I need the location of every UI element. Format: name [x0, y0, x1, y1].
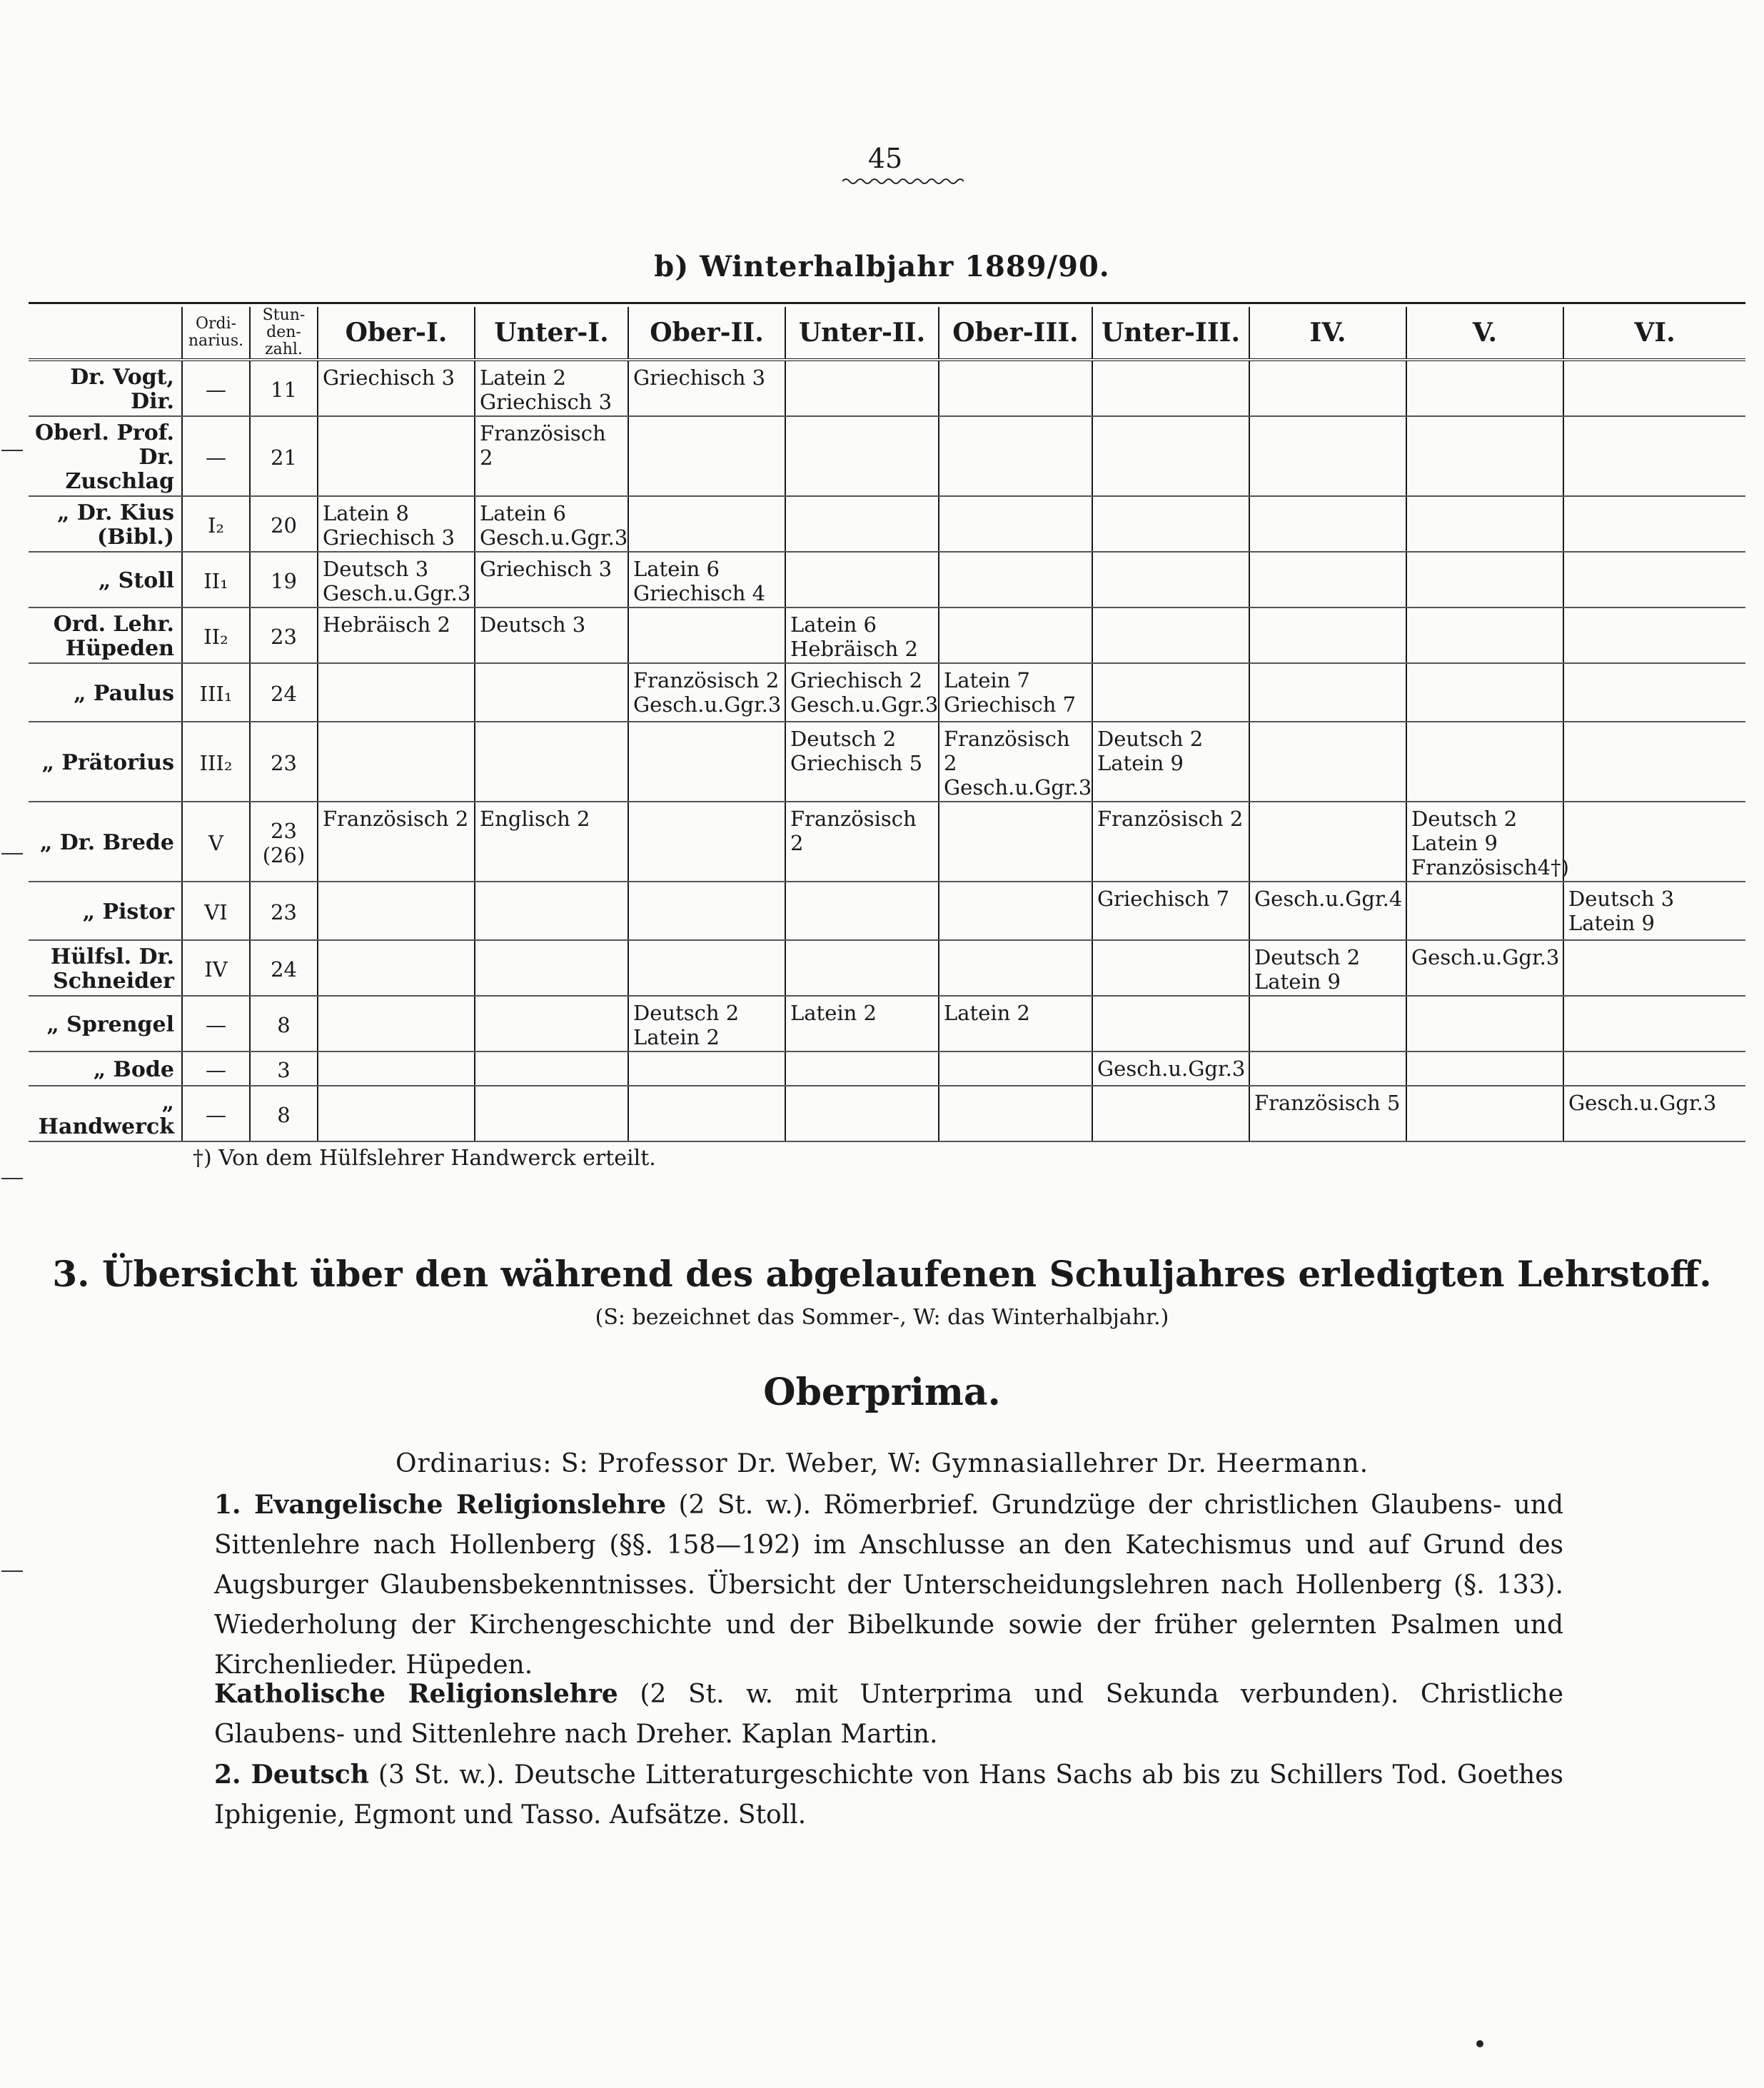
table-cell: [1092, 607, 1249, 663]
table-cell: 23: [250, 722, 318, 802]
header-cell: Unter-II.: [785, 307, 939, 360]
section-title: 3. Übersicht über den während des abgelaufenen Schuljahres erledigten Lehrstoff.: [52, 1253, 1712, 1295]
paragraph-german-heading: 2. Deutsch: [214, 1760, 369, 1790]
table-cell: [1092, 496, 1249, 552]
table-cell: Gesch.u.Ggr.4: [1249, 882, 1406, 940]
table-cell: Deutsch 2 Latein 9: [1092, 722, 1249, 802]
table-cell: [1406, 722, 1563, 802]
table-cell: 21: [250, 416, 318, 496]
header-cell: V.: [1406, 307, 1563, 360]
table-cell: [1406, 1086, 1563, 1141]
table-cell: [1406, 496, 1563, 552]
table-cell: [1092, 940, 1249, 996]
table-cell: [1406, 360, 1563, 416]
table-cell: [318, 1086, 475, 1141]
table-cell: [1249, 663, 1406, 722]
table-cell: III₁: [182, 663, 250, 722]
header-cell: IV.: [1249, 307, 1406, 360]
table-cell: [1563, 940, 1745, 996]
table-cell: [628, 940, 785, 996]
table-cell: [1092, 360, 1249, 416]
table-cell: [1249, 607, 1406, 663]
decorative-wave-rule: [842, 177, 964, 186]
table-cell: [939, 416, 1092, 496]
table-cell: [1249, 1051, 1406, 1086]
table-cell: [1249, 496, 1406, 552]
table-cell: [318, 663, 475, 722]
table-cell: [1092, 996, 1249, 1051]
table-cell: 23: [250, 882, 318, 940]
table-cell: —: [182, 1051, 250, 1086]
table-cell: [1563, 1051, 1745, 1086]
table-cell: [1092, 663, 1249, 722]
table-cell: Gesch.u.Ggr.3: [1406, 940, 1563, 996]
table-cell: [1406, 607, 1563, 663]
table-cell: Latein 2: [785, 996, 939, 1051]
table-cell: Griechisch 3: [475, 552, 628, 607]
table-cell: —: [182, 996, 250, 1051]
table-cell: [1249, 802, 1406, 882]
table-row: [29, 1086, 1745, 1141]
table-cell: [1563, 360, 1745, 416]
speck-dot: [1476, 2040, 1483, 2047]
header-cell: Unter-III.: [1092, 307, 1249, 360]
table-cell: Hülfsl. Dr. Schneider: [29, 940, 182, 996]
table-cell: [628, 882, 785, 940]
table-cell: [1406, 882, 1563, 940]
paragraph-catholic: [214, 1674, 1563, 1755]
table-cell: [318, 882, 475, 940]
table-cell: Latein 6 Hebräisch 2: [785, 607, 939, 663]
table-cell: Deutsch 3: [475, 607, 628, 663]
table-cell: „ Paulus: [29, 663, 182, 722]
table-cell: [785, 360, 939, 416]
table-cell: [628, 416, 785, 496]
table-cell: [785, 882, 939, 940]
paragraph-evangelical-text: (2 St. w.). Römerbrief. Grundzüge der christlichen Glaubens- und Sittenlehre nach Hollenberg (§§. 158—192) im Anschlusse an den Katechismus und auf Grund des Augsburger Glaubensbekenntnisses. Übersicht der Unterscheidungslehren nach Hollenberg (§. 133). Wiederholung der Kirchengeschichte und der Bibelkunde sowie der früher gelernten Psalmen und Kirchenlieder. Hüpeden.: [214, 1491, 1563, 1680]
table-cell: [628, 1086, 785, 1141]
table-cell: Latein 8 Griechisch 3: [318, 496, 475, 552]
table-cell: Oberl. Prof. Dr. Zuschlag: [29, 416, 182, 496]
header-cell: Ober-I.: [318, 307, 475, 360]
table-cell: Latein 6 Griechisch 4: [628, 552, 785, 607]
table-cell: [1249, 722, 1406, 802]
table-cell: [475, 1051, 628, 1086]
margin-mark: [1, 1570, 23, 1572]
table-cell: [1563, 722, 1745, 802]
table-cell: Gesch.u.Ggr.3: [1563, 1086, 1745, 1141]
table-cell: IV: [182, 940, 250, 996]
table-cell: [785, 496, 939, 552]
table-cell: [475, 722, 628, 802]
header-cell: Ober-II.: [628, 307, 785, 360]
page-number: 45: [867, 143, 903, 174]
table-cell: Französisch 2: [785, 802, 939, 882]
table-cell: Latein 2 Griechisch 3: [475, 360, 628, 416]
table-row: [29, 360, 1745, 416]
table-cell: Ord. Lehr. Hüpeden: [29, 607, 182, 663]
table-cell: „ Sprengel: [29, 996, 182, 1051]
table-cell: Griechisch 2 Gesch.u.Ggr.3: [785, 663, 939, 722]
table-cell: [939, 940, 1092, 996]
paragraph-catholic-heading: Katholische Religionslehre: [214, 1679, 618, 1709]
table-row: [29, 882, 1745, 940]
table-cell: [628, 1051, 785, 1086]
schedule-body: [29, 360, 1745, 1141]
table-cell: Griechisch 7: [1092, 882, 1249, 940]
table-cell: [628, 607, 785, 663]
table-cell: [475, 882, 628, 940]
schedule-footnote: †) Von dem Hülfslehrer Handwerck erteilt.: [193, 1146, 656, 1171]
table-cell: „ Dr. Kius (Bibl.): [29, 496, 182, 552]
table-cell: [1249, 360, 1406, 416]
table-cell: [628, 722, 785, 802]
schedule-subtitle: b) Winterhalbjahr 1889/90.: [654, 250, 1110, 283]
table-cell: Französisch 2: [318, 802, 475, 882]
table-cell: [1563, 802, 1745, 882]
header-cell: Ober-III.: [939, 307, 1092, 360]
table-cell: VI: [182, 882, 250, 940]
header-cell: Ordi- narius.: [182, 307, 250, 360]
table-cell: Deutsch 2 Latein 9 Französisch4†): [1406, 802, 1563, 882]
table-top-rule: [29, 302, 1745, 304]
table-cell: [1249, 552, 1406, 607]
table-row: [29, 552, 1745, 607]
table-cell: „ Stoll: [29, 552, 182, 607]
table-cell: [1563, 552, 1745, 607]
table-cell: [1563, 607, 1745, 663]
table-cell: „ Bode: [29, 1051, 182, 1086]
table-cell: Hebräisch 2: [318, 607, 475, 663]
table-cell: [1563, 996, 1745, 1051]
table-cell: [318, 416, 475, 496]
table-row: [29, 416, 1745, 496]
schedule-header-row: [29, 307, 1745, 360]
table-cell: 11: [250, 360, 318, 416]
table-cell: [939, 496, 1092, 552]
table-cell: [1563, 496, 1745, 552]
header-cell: [29, 307, 182, 360]
paragraph-german: [214, 1755, 1563, 1835]
table-cell: [1249, 416, 1406, 496]
table-cell: [318, 722, 475, 802]
table-cell: Französisch 2 Gesch.u.Ggr.3: [628, 663, 785, 722]
table-cell: —: [182, 1086, 250, 1141]
table-cell: [1249, 996, 1406, 1051]
table-row: [29, 663, 1745, 722]
table-cell: Latein 7 Griechisch 7: [939, 663, 1092, 722]
table-cell: Französisch 2: [475, 416, 628, 496]
table-cell: [1406, 996, 1563, 1051]
table-cell: II₂: [182, 607, 250, 663]
table-row: [29, 940, 1745, 996]
table-cell: [939, 360, 1092, 416]
table-cell: V: [182, 802, 250, 882]
table-cell: [475, 1086, 628, 1141]
table-cell: Französisch 2: [1092, 802, 1249, 882]
table-row: [29, 996, 1745, 1051]
table-cell: 20: [250, 496, 318, 552]
table-cell: —: [182, 416, 250, 496]
table-cell: [1092, 416, 1249, 496]
table-cell: [785, 940, 939, 996]
table-cell: Französisch 5: [1249, 1086, 1406, 1141]
paragraph-evangelical: [214, 1485, 1563, 1685]
table-cell: 8: [250, 1086, 318, 1141]
table-row: [29, 607, 1745, 663]
margin-mark: [1, 450, 23, 451]
table-cell: [785, 1086, 939, 1141]
table-cell: [785, 552, 939, 607]
table-cell: Griechisch 3: [628, 360, 785, 416]
table-cell: Latein 2: [939, 996, 1092, 1051]
table-cell: „ Dr. Brede: [29, 802, 182, 882]
table-cell: I₂: [182, 496, 250, 552]
table-cell: [628, 496, 785, 552]
table-cell: Deutsch 2 Latein 2: [628, 996, 785, 1051]
table-cell: Deutsch 2 Latein 9: [1249, 940, 1406, 996]
schedule-table: [29, 307, 1745, 1142]
table-row: [29, 802, 1745, 882]
table-cell: [475, 663, 628, 722]
table-cell: [785, 1051, 939, 1086]
table-cell: [1406, 663, 1563, 722]
table-cell: [939, 882, 1092, 940]
table-cell: 23: [250, 607, 318, 663]
table-cell: Deutsch 3 Latein 9: [1563, 882, 1745, 940]
table-cell: „ Prätorius: [29, 722, 182, 802]
table-cell: [1092, 552, 1249, 607]
ordinarius-line: Ordinarius: S: Professor Dr. Weber, W: Gymnasiallehrer Dr. Heermann.: [395, 1449, 1369, 1478]
header-cell: VI.: [1563, 307, 1745, 360]
paragraph-german-text: (3 St. w.). Deutsche Litteraturgeschichte von Hans Sachs ab bis zu Schillers Tod. Goethes Iphigenie, Egmont und Tasso. Aufsätze. Stoll.: [214, 1760, 1563, 1830]
table-cell: II₁: [182, 552, 250, 607]
table-row: [29, 722, 1745, 802]
table-cell: [628, 802, 785, 882]
table-cell: Griechisch 3: [318, 360, 475, 416]
table-cell: Deutsch 3 Gesch.u.Ggr.3: [318, 552, 475, 607]
table-cell: „ Pistor: [29, 882, 182, 940]
header-cell: Stun- den- zahl.: [250, 307, 318, 360]
table-cell: [475, 996, 628, 1051]
table-cell: [318, 1051, 475, 1086]
margin-mark: [1, 853, 23, 854]
table-cell: [1092, 1086, 1249, 1141]
table-cell: Gesch.u.Ggr.3: [1092, 1051, 1249, 1086]
table-cell: [1406, 416, 1563, 496]
table-cell: [785, 416, 939, 496]
table-cell: [939, 552, 1092, 607]
table-cell: 23 (26): [250, 802, 318, 882]
table-cell: [939, 802, 1092, 882]
table-cell: Englisch 2: [475, 802, 628, 882]
table-cell: 24: [250, 663, 318, 722]
table-cell: [1563, 663, 1745, 722]
table-cell: [475, 940, 628, 996]
section-note: (S: bezeichnet das Sommer-, W: das Winterhalbjahr.): [595, 1305, 1169, 1330]
table-cell: III₂: [182, 722, 250, 802]
table-cell: [1406, 1051, 1563, 1086]
table-cell: [939, 607, 1092, 663]
header-cell: Unter-I.: [475, 307, 628, 360]
class-title: Oberprima.: [763, 1371, 1001, 1414]
table-cell: 8: [250, 996, 318, 1051]
table-cell: [939, 1051, 1092, 1086]
margin-mark: [1, 1178, 23, 1179]
table-cell: Dr. Vogt, Dir.: [29, 360, 182, 416]
paragraph-evangelical-heading: 1. Evangelische Religionslehre: [214, 1490, 667, 1520]
table-cell: [1563, 416, 1745, 496]
table-cell: —: [182, 360, 250, 416]
table-row: [29, 1051, 1745, 1086]
table-cell: 19: [250, 552, 318, 607]
table-cell: [939, 1086, 1092, 1141]
schedule-table-wrapper: [29, 307, 1745, 1142]
table-cell: [1406, 552, 1563, 607]
table-row: [29, 496, 1745, 552]
table-cell: „ Handwerck: [29, 1086, 182, 1141]
table-cell: Deutsch 2 Griechisch 5: [785, 722, 939, 802]
table-cell: [318, 996, 475, 1051]
table-cell: [318, 940, 475, 996]
paragraph-catholic-text: (2 St. w. mit Unterprima und Sekunda verbunden). Christliche Glaubens- und Sittenlehre nach Dreher. Kaplan Martin.: [214, 1680, 1563, 1749]
table-cell: 3: [250, 1051, 318, 1086]
table-cell: 24: [250, 940, 318, 996]
table-cell: Latein 6 Gesch.u.Ggr.3: [475, 496, 628, 552]
table-cell: Französisch 2 Gesch.u.Ggr.3: [939, 722, 1092, 802]
